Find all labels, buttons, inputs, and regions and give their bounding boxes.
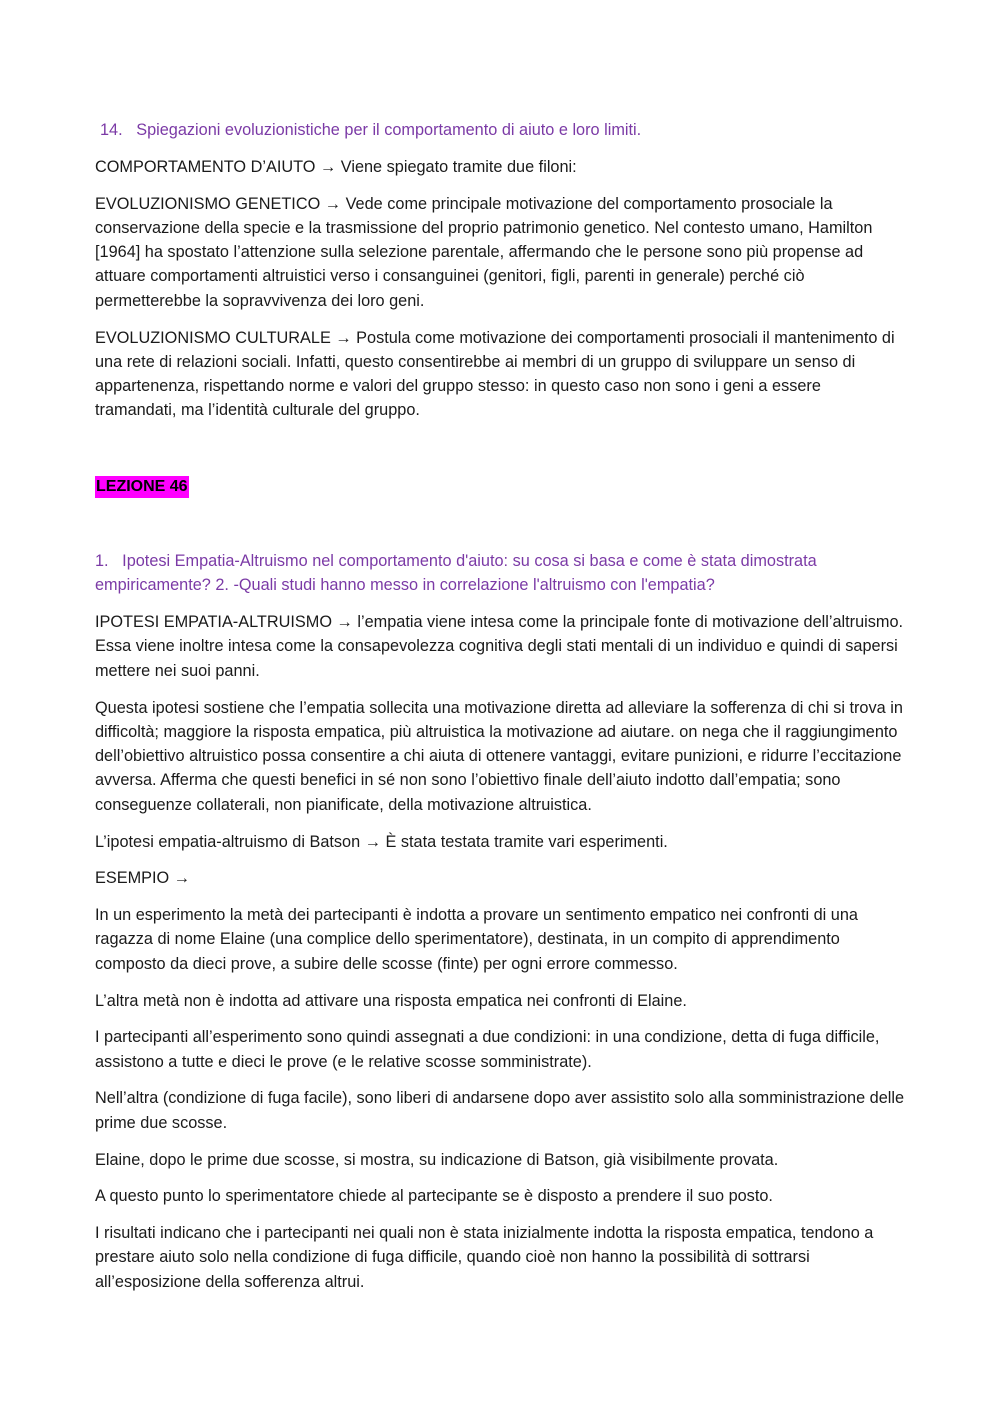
paragraph-body: I partecipanti all’esperimento sono quindi assegnati a due condizioni: in una condizione, detta di fuga difficile, assistono a tutte e dieci le prove (e le relative scosse somministrate). bbox=[95, 1028, 880, 1071]
section-1-number: 1. bbox=[95, 552, 109, 571]
arrow-right-icon: → bbox=[364, 832, 381, 851]
spacer bbox=[95, 435, 905, 474]
arrow-right-icon: → bbox=[335, 328, 352, 347]
term-comportamento-aiuto: COMPORTAMENTO D’AIUTO bbox=[95, 157, 316, 176]
paragraph-evoluzionismo-culturale bbox=[95, 326, 905, 423]
term-evoluzionismo-culturale: EVOLUZIONISMO CULTURALE bbox=[95, 328, 331, 347]
paragraph-ipotesi bbox=[95, 610, 905, 683]
lesson-heading bbox=[95, 474, 905, 498]
arrow-right-icon: → bbox=[336, 613, 353, 632]
paragraph-body: A questo punto lo sperimentatore chiede al partecipante se è disposto a prendere il suo posto. bbox=[95, 1187, 773, 1206]
section-1-heading bbox=[95, 549, 905, 598]
arrow-right-icon: → bbox=[324, 194, 342, 213]
term-esempio: ESEMPIO bbox=[95, 869, 170, 888]
spacer bbox=[95, 511, 905, 549]
paragraph-evoluzionismo-genetico bbox=[95, 192, 905, 313]
term-evoluzionismo-genetico: EVOLUZIONISMO GENETICO bbox=[95, 194, 321, 213]
text-evoluzionismo-genetico: Vede come principale motivazione del comportamento prosociale la conservazione della specie e la trasmissione del proprio patrimonio genetico. Nel contesto umano, Hamilton [1964] ha spostato l’attenzione sulla selezione parentale, affermando che le persone sono più propense ad attuare comportamenti altruistici verso i consanguinei (genitori, figli, parenti in generale) perché ciò permetterebbe la sopravvivenza dei loro geni. bbox=[95, 194, 873, 310]
arrow-right-icon: → bbox=[319, 157, 337, 176]
paragraph-batson bbox=[95, 830, 905, 854]
arrow-right-icon: → bbox=[173, 869, 191, 888]
text-batson: È stata testata tramite vari esperimenti. bbox=[380, 832, 668, 851]
paragraph-body: Questa ipotesi sostiene che l’empatia sollecita una motivazione diretta ad alleviare la sofferenza di chi si trova in difficoltà; maggiore la risposta empatica, più altruistica la motivazione ad aiutare. on nega che il raggiungimento dell’obiettivo altruistico possa consentire a chi aiuta di ottenere vantaggi, evitare punizioni, e ridurre l’eccitazione avversa. Afferma che questi benefici in sé non sono l’obiettivo finale dell’aiuto indotto dall’empatia; sono conseguenze collaterali, non pianificate, della motivazione altruistica. bbox=[95, 698, 903, 814]
document-page bbox=[95, 118, 905, 1306]
text-evoluzionismo-culturale: Postula come motivazione dei comportamenti prosociali il mantenimento di una rete di relazioni sociali. Infatti, questo consentirebbe ai membri di un gruppo di sviluppare un senso di appartenenza, rispettando norme e valori del gruppo stesso: in questo caso non sono i geni a essere tramandati, ma l’identità culturale del gruppo. bbox=[95, 328, 895, 420]
text-ipotesi: l’empatia viene intesa come la principale fonte di motivazione dell’altruismo. Essa viene inoltre intesa come la consapevolezza cognitiva degli stati mentali di un individuo e quindi di sapersi mettere nei suoi panni. bbox=[95, 613, 904, 680]
paragraph-body: L’altra metà non è indotta ad attivare una risposta empatica nei confronti di Elaine. bbox=[95, 991, 687, 1010]
lesson-label: LEZIONE 46 bbox=[95, 476, 189, 498]
paragraph-body: Elaine, dopo le prime due scosse, si mostra, su indicazione di Batson, già visibilmente provata. bbox=[95, 1150, 779, 1169]
term-batson: L’ipotesi empatia-altruismo di Batson bbox=[95, 832, 361, 851]
section-14-title: Spiegazioni evoluzionistiche per il comportamento di aiuto e loro limiti. bbox=[136, 121, 642, 139]
term-ipotesi: IPOTESI EMPATIA-ALTRUISMO bbox=[95, 613, 333, 632]
text-comportamento-aiuto: Viene spiegato tramite due filoni: bbox=[336, 157, 577, 176]
paragraph-body: Nell’altra (condizione di fuga facile), sono liberi di andarsene dopo aver assistito solo alla somministrazione delle prime due scosse. bbox=[95, 1089, 905, 1132]
section-14-heading bbox=[95, 118, 905, 142]
paragraph-comportamento-aiuto bbox=[95, 155, 905, 179]
section-1-title: Ipotesi Empatia-Altruismo nel comportamento d'aiuto: su cosa si basa e come è stata dimostrata empiricamente? 2. -Quali studi hanno messo in correlazione l'altruismo con l'empatia? bbox=[95, 552, 817, 595]
section-14-number: 14. bbox=[100, 121, 123, 139]
paragraph-body: I risultati indicano che i partecipanti nei quali non è stata inizialmente indotta la risposta empatica, tendono a prestare aiuto solo nella condizione di fuga difficile, quando cioè non hanno la possibilità di sottrarsi all’esposizione della sofferenza altrui. bbox=[95, 1224, 874, 1291]
paragraph-esempio bbox=[95, 866, 905, 890]
paragraph-body: In un esperimento la metà dei partecipanti è indotta a provare un sentimento empatico nei confronti di una ragazza di nome Elaine (una complice dello sperimentatore), destinata, in un compito di apprendimento composto da dieci prove, a subire delle scosse (finte) per ogni errore commesso. bbox=[95, 906, 858, 973]
